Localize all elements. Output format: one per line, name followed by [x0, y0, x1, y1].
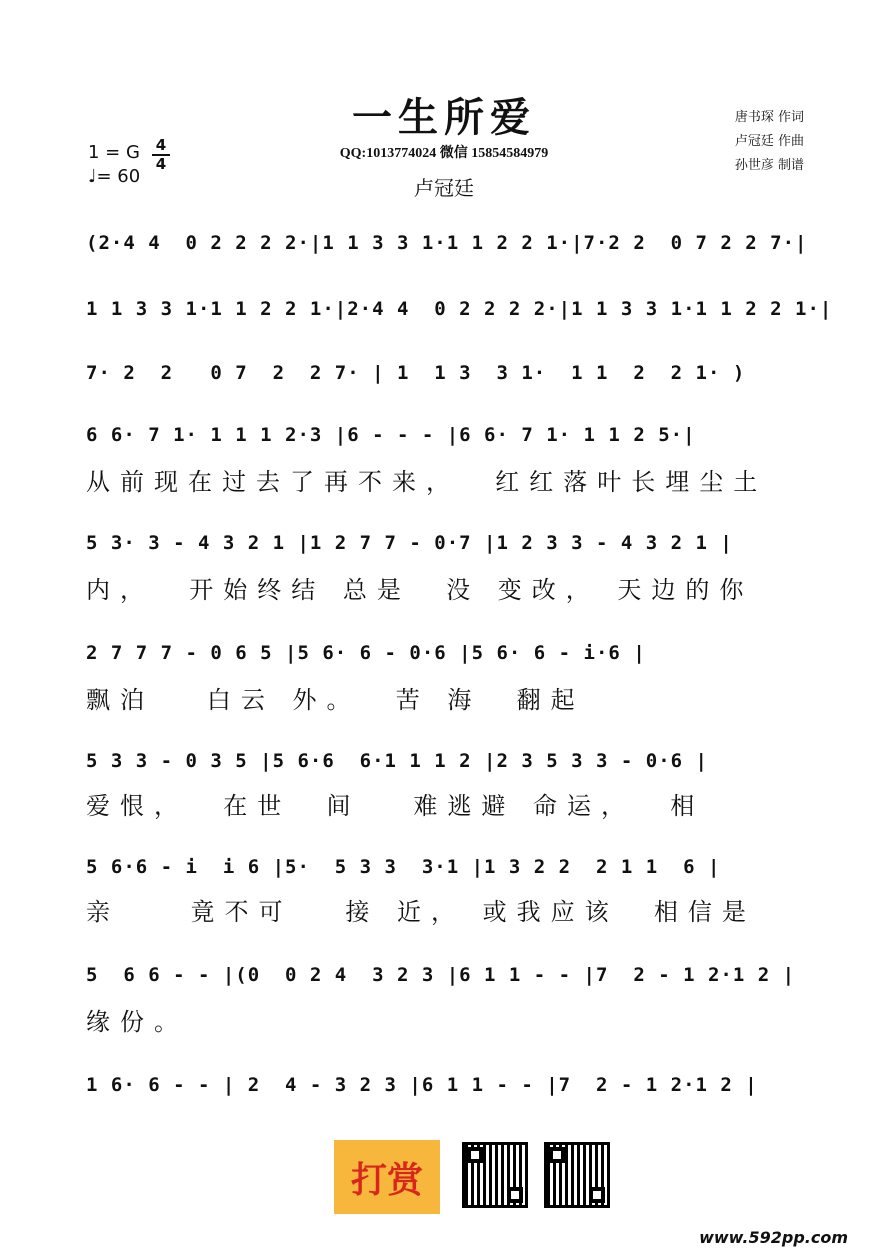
- singer-name: 卢冠廷: [414, 176, 474, 200]
- score-line: (2·4 4 0 2 2 2 2·|1 1 3 3 1·1 1 2 2 1·|7·2 2 0 7 2 2 7·|: [86, 232, 808, 254]
- transcriber-credit: 孙世彦 制谱: [734, 158, 804, 173]
- lyric-line: 内， 开始终结 总是 没 变改， 天边的你: [86, 576, 754, 604]
- score-line: 1 1 3 3 1·1 1 2 2 1·|2·4 4 0 2 2 2 2·|1 1 3 3 1·1 1 2 2 1·|: [86, 298, 833, 320]
- lyricist-credit: 唐书琛 作词: [734, 110, 804, 125]
- qr-code-icon: [462, 1142, 528, 1208]
- reward-button[interactable]: 打赏: [334, 1140, 440, 1214]
- time-signature-bottom: 4: [155, 155, 167, 173]
- time-signature-top: 4: [155, 136, 167, 154]
- score-line: 2 7 7 7 - 0 6 5 |5 6· 6 - 0·6 |5 6· 6 - i·6 |: [86, 642, 646, 664]
- score-line: 1 6· 6 - - | 2 4 - 3 2 3 |6 1 1 - - |7 2 - 1 2·1 2 |: [86, 1074, 758, 1096]
- lyric-line: 飘泊 白云 外。 苦 海 翻起: [86, 686, 585, 714]
- song-title: 一生所爱: [352, 94, 536, 141]
- lyric-line: 从前现在过去了再不来， 红红落叶长埋尘土: [86, 468, 768, 496]
- composer-credit: 卢冠廷 作曲: [734, 134, 804, 149]
- lyric-line: 爱恨， 在世 间 难逃避 命运， 相: [86, 792, 705, 820]
- key-signature: 1 = G: [88, 142, 140, 163]
- website-link[interactable]: www.592pp.com: [699, 1228, 848, 1247]
- contact-info: QQ:1013774024 微信 15854584979: [339, 146, 549, 161]
- score-line: 6 6· 7 1· 1 1 1 2·3 |6 - - - |6 6· 7 1· 1 1 2 5·|: [86, 424, 696, 446]
- score-line: 5 6 6 - - |(0 0 2 4 3 2 3 |6 1 1 - - |7 2 - 1 2·1 2 |: [86, 964, 796, 986]
- lyric-line: 缘份。: [86, 1008, 188, 1036]
- lyric-line: 亲 竟不可 接 近， 或我应该 相信是: [86, 898, 756, 926]
- time-signature: [152, 138, 170, 172]
- score-line: 7· 2 2 0 7 2 2 7· | 1 1 3 3 1· 1 1 2 2 1· ): [86, 362, 746, 384]
- score-line: 5 3 3 - 0 3 5 |5 6·6 6·1 1 1 2 |2 3 5 3 3 - 0·6 |: [86, 750, 708, 772]
- qr-code-icon: [544, 1142, 610, 1208]
- tempo-marking: ♩= 60: [88, 166, 141, 187]
- score-line: 5 3· 3 - 4 3 2 1 |1 2 7 7 - 0·7 |1 2 3 3 - 4 3 2 1 |: [86, 532, 733, 554]
- score-line: 5 6·6 - i i 6 |5· 5 3 3 3·1 |1 3 2 2 2 1 1 6 |: [86, 856, 721, 878]
